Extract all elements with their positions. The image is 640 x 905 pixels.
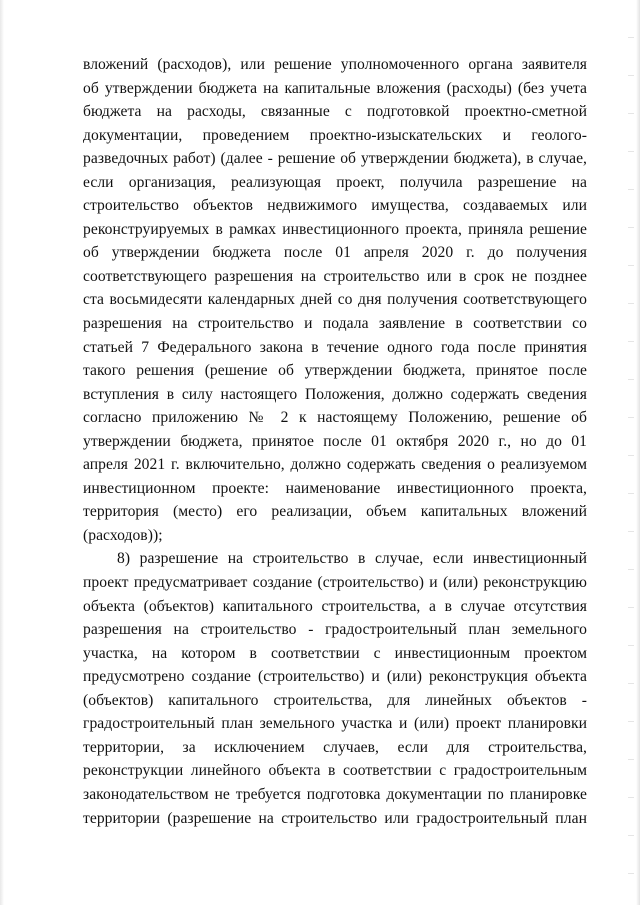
text-line: ста восьмидесяти календарных дней со дня получения соответствующего <box>83 291 587 309</box>
text-line: (объектов) капитального строительства, для линейных объектов - <box>83 691 587 709</box>
text-line: территории, за исключением случаев, если для строительства, <box>83 738 587 756</box>
text-line: бюджета на расходы, связанные с подготовкой проектно-сметной <box>83 103 587 121</box>
text-line: инвестиционном проекте: наименование инвестиционного проекта, <box>83 479 587 497</box>
text-line: такого решения (решение об утверждении бюджета, принятое после <box>83 362 587 380</box>
paragraph-end-line: (расходов)); <box>83 526 163 544</box>
text-line: разведочных работ) (далее - решение об утверждении бюджета), в случае, <box>83 150 587 168</box>
text-line: реконструируемых в рамках инвестиционного проекта, приняла решение <box>83 220 587 238</box>
text-line: об утверждении бюджета после 01 апреля 2020 г. до получения <box>83 244 587 262</box>
text-line: строительство объектов недвижимого имущества, создаваемых или <box>83 197 587 215</box>
scan-right-edge <box>636 0 640 905</box>
text-line: вложений (расходов), или решение уполномоченного органа заявителя <box>83 56 587 73</box>
text-line: градостроительный план земельного участка и (или) проект планировки <box>83 715 587 733</box>
text-line: реконструкции линейного объекта в соответствии с градостроительным <box>83 762 587 780</box>
paragraph-first-line: 8) разрешение на строительство в случае, если инвестиционный <box>117 550 587 568</box>
text-line: статьей 7 Федерального закона в течение одного года после принятия <box>83 338 587 356</box>
text-line: соответствующего разрешения на строительство или в срок не позднее <box>83 267 587 285</box>
text-line: вступления в силу настоящего Положения, должно содержать сведения <box>83 385 587 403</box>
text-line: законодательством не требуется подготовка документации по планировке <box>83 785 587 803</box>
text-line: апреля 2021 г. включительно, должно содержать сведения о реализуемом <box>83 456 587 474</box>
scan-left-edge <box>0 0 4 905</box>
text-line: проект предусматривает создание (строительство) и (или) реконструкцию <box>83 574 587 592</box>
text-line: если организация, реализующая проект, получила разрешение на <box>83 173 587 191</box>
text-line: объекта (объектов) капитального строительства, а в случае отсутствия <box>83 597 587 615</box>
text-line: разрешения на строительство - градостроительный план земельного <box>83 621 587 639</box>
text-line: территория (место) его реализации, объем капитальных вложений <box>83 503 587 521</box>
text-line: участка, на котором в соответствии с инвестиционным проектом <box>83 644 587 662</box>
text-line: предусмотрено создание (строительство) и (или) реконструкция объекта <box>83 668 587 686</box>
text-line: территории (разрешение на строительство или градостроительный план <box>83 809 587 827</box>
text-line: документации, проведением проектно-изыскательских и геолого- <box>83 126 587 144</box>
body-text <box>83 53 587 830</box>
text-line: об утверждении бюджета на капитальные вложения (расходы) (без учета <box>83 79 587 97</box>
text-line: разрешения на строительство и подала заявление в соответствии со <box>83 315 587 333</box>
text-line: утверждении бюджета, принятое после 01 октября 2020 г., но до 01 <box>83 432 587 450</box>
scan-noise-strip <box>628 0 634 905</box>
text-line: согласно приложению № 2 к настоящему Положению, решение об <box>83 409 587 427</box>
